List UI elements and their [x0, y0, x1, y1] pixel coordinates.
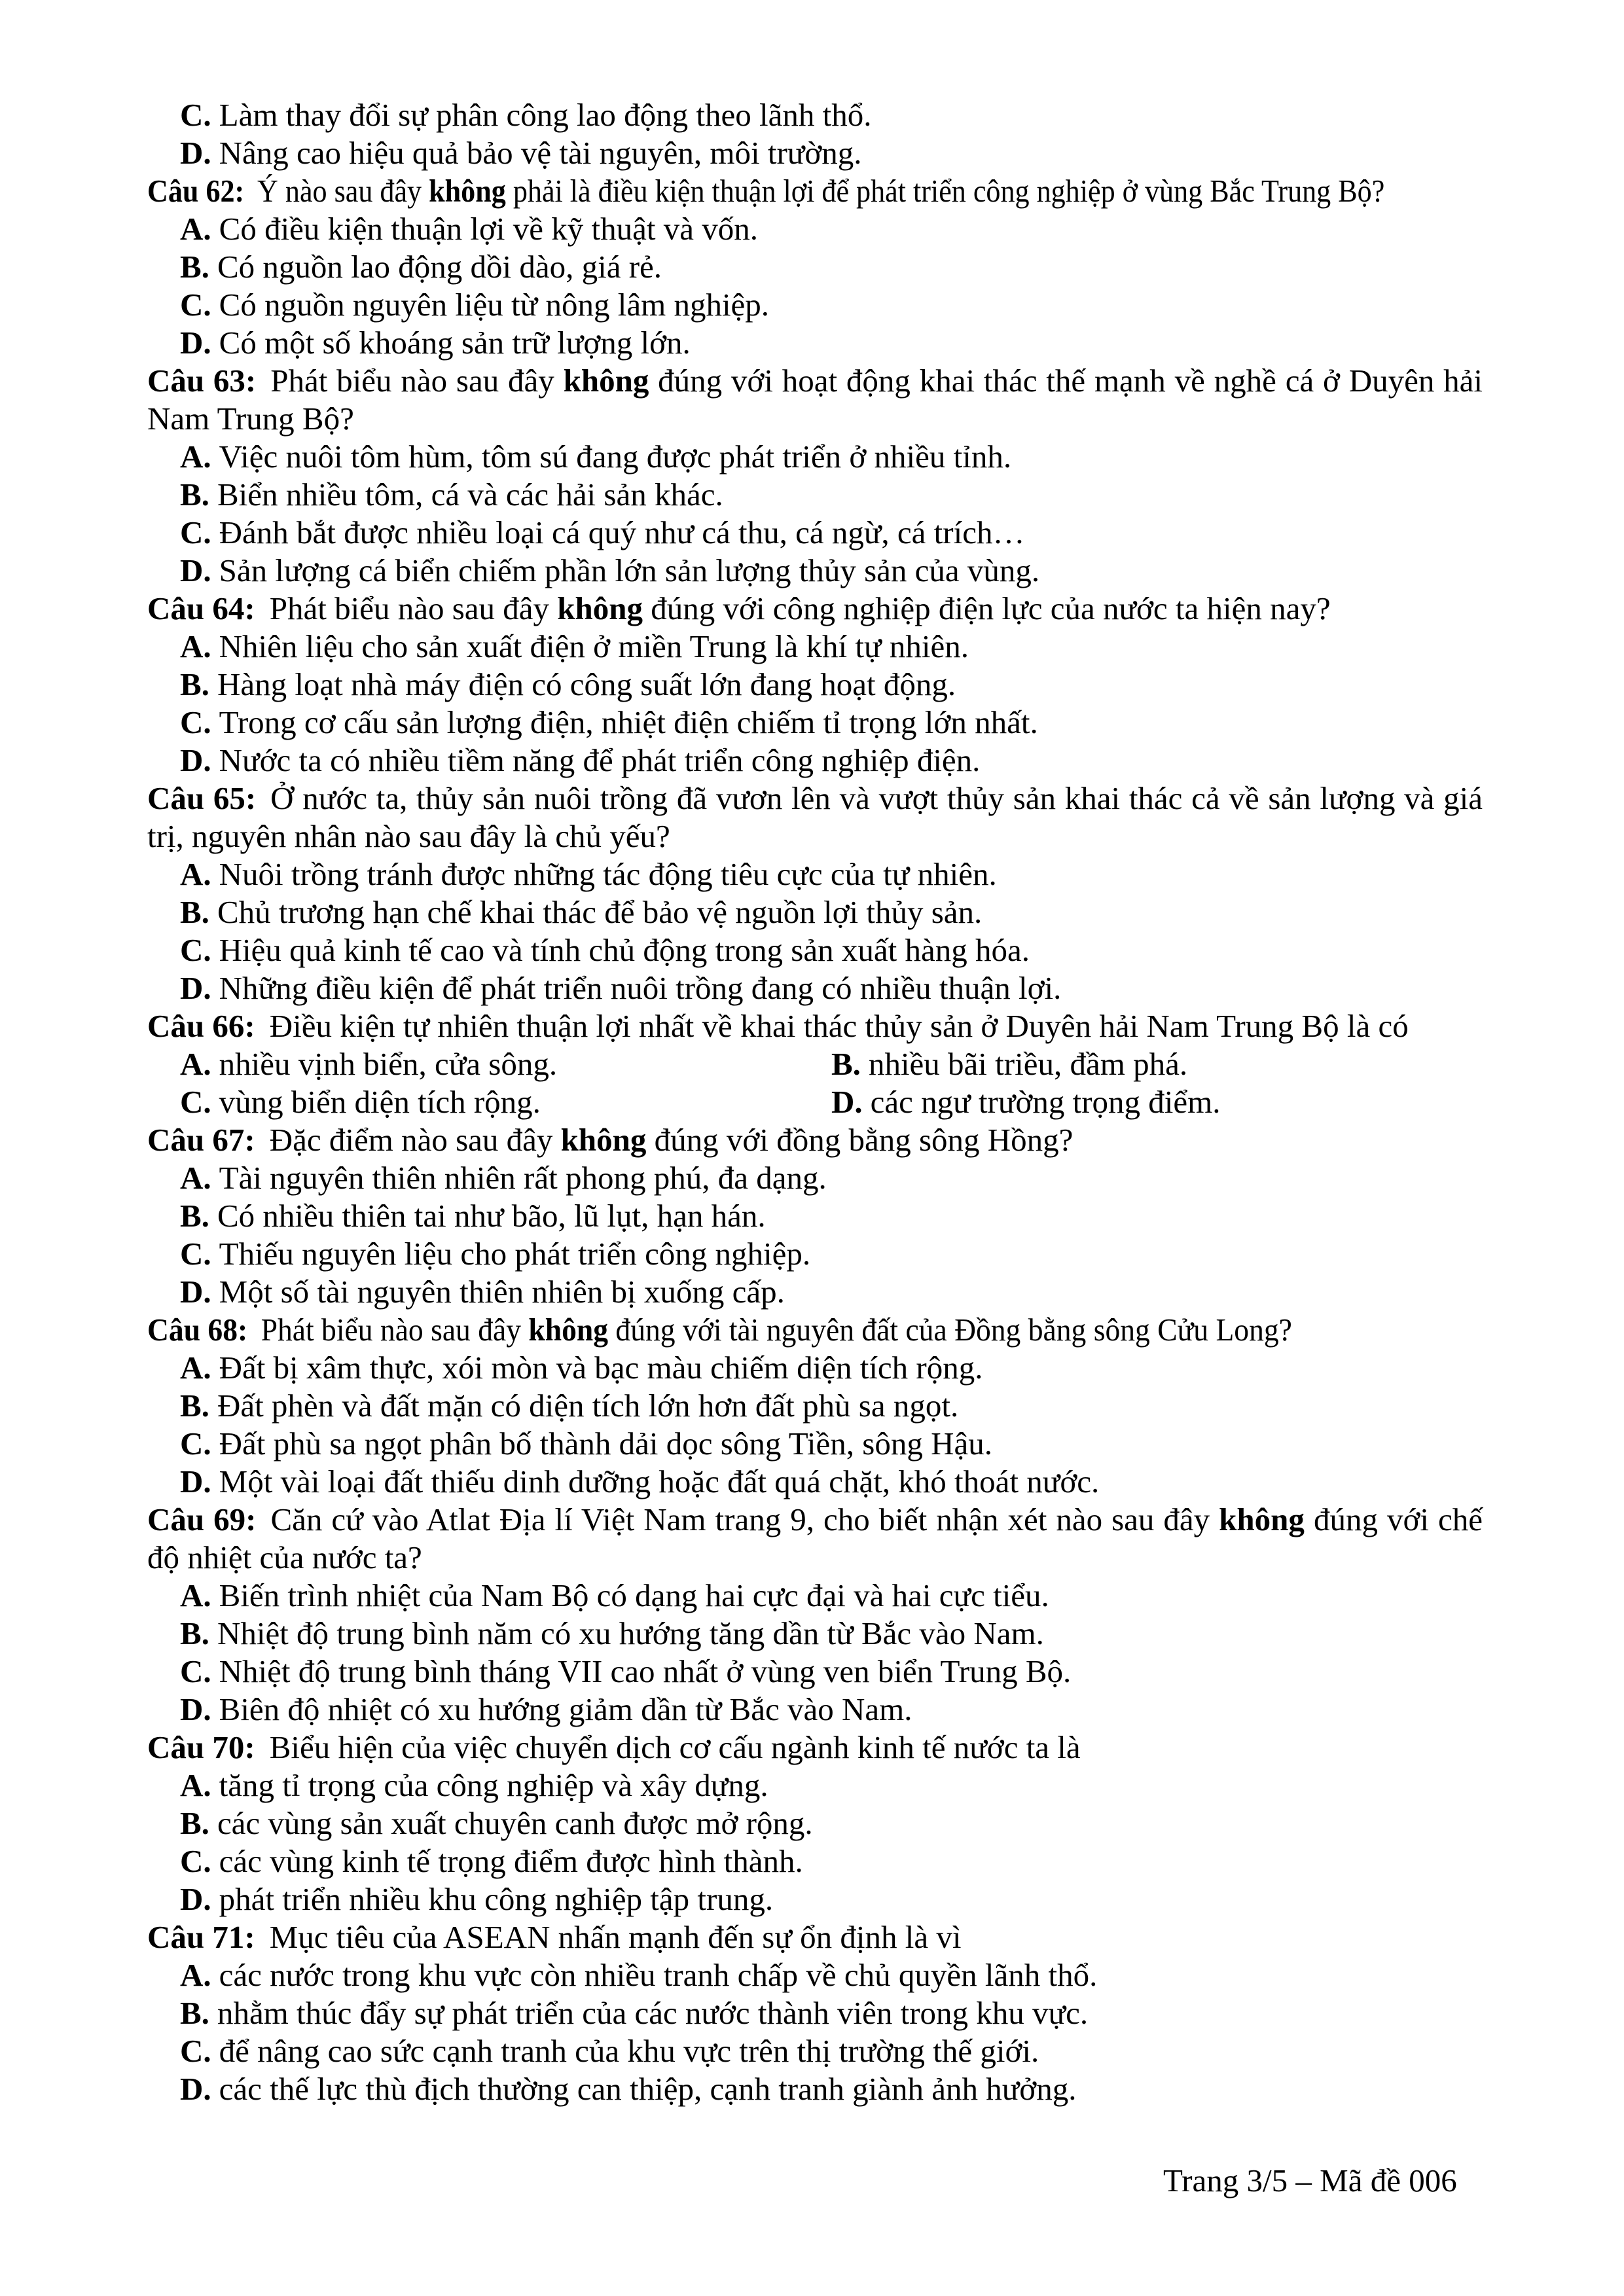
option-text: Nhiệt độ trung bình năm có xu hướng tăng dần từ Bắc vào Nam. [217, 1615, 1044, 1651]
question-number: Câu 64: [147, 590, 255, 626]
answer-option [147, 742, 1483, 780]
question-number: Câu 63: [147, 363, 257, 399]
option-text: Một số tài nguyên thiên nhiên bị xuống cấp. [219, 1274, 785, 1310]
condensed-stem [147, 1311, 1292, 1349]
question-stem [147, 590, 1483, 628]
option-text: các nước trong khu vực còn nhiều tranh chấp về chủ quyền lãnh thổ. [219, 1957, 1098, 1993]
option-text: Nâng cao hiệu quả bảo vệ tài nguyên, môi trường. [219, 135, 862, 171]
answer-option [147, 1577, 1483, 1615]
answer-option [147, 969, 1483, 1007]
stem-text: Mục tiêu của ASEAN nhấn mạnh đến sự ổn định là vì [269, 1919, 962, 1955]
option-letter: D. [180, 325, 211, 361]
option-letter: C. [180, 932, 211, 968]
option-letter: D. [180, 552, 211, 588]
question-number: Câu 66: [147, 1008, 255, 1044]
stem-text: phải là điều kiện thuận lợi để phát triển công nghiệp ở vùng Bắc Trung Bộ? [505, 173, 1385, 209]
stem-text: Phát biểu nào sau đây [270, 363, 564, 399]
stem-text: Căn cứ vào Atlat Địa lí Việt Nam trang 9, cho biết nhận xét nào sau đây [270, 1501, 1219, 1537]
answer-option [180, 1045, 831, 1083]
answer-option [147, 1880, 1483, 1918]
option-letter: D. [180, 1274, 211, 1310]
option-letter: C. [180, 97, 211, 133]
option-text: Hiệu quả kinh tế cao và tính chủ động trong sản xuất hàng hóa. [219, 932, 1030, 968]
option-text: Những điều kiện để phát triển nuôi trồng đang có nhiều thuận lợi. [219, 970, 1062, 1006]
stem-emphasis: không [429, 173, 506, 209]
answer-option [147, 1197, 1483, 1235]
option-text: Nhiệt độ trung bình tháng VII cao nhất ở vùng ven biển Trung Bộ. [219, 1653, 1072, 1689]
question-number: Câu 65: [147, 780, 257, 816]
option-letter: A. [180, 439, 211, 475]
option-text: Có nguồn lao động dồi dào, giá rẻ. [217, 249, 662, 285]
answer-option [147, 855, 1483, 893]
option-letter: B. [831, 1046, 861, 1082]
question-number: Câu 71: [147, 1919, 255, 1955]
stem-emphasis: không [560, 1122, 647, 1158]
stem-text: đúng với công nghiệp điện lực của nước ta hiện nay? [643, 590, 1331, 626]
question-stem [147, 1007, 1483, 1045]
option-letter: A. [180, 1767, 211, 1803]
condensed-stem [147, 172, 1384, 210]
stem-emphasis: không [563, 363, 649, 399]
option-letter: D. [180, 742, 211, 778]
option-text: Việc nuôi tôm hùm, tôm sú đang được phát triển ở nhiều tỉnh. [219, 439, 1012, 475]
stem-emphasis: không [528, 1312, 609, 1348]
option-text: Biên độ nhiệt có xu hướng giảm dần từ Bắc vào Nam. [219, 1691, 912, 1727]
option-letter: C. [180, 287, 211, 323]
question-stem [147, 1121, 1483, 1159]
option-letter: C. [180, 1843, 211, 1879]
answer-option [147, 248, 1483, 286]
question-stem [147, 1311, 1483, 1349]
stem-text: Phát biểu nào sau đây [269, 590, 558, 626]
option-text: phát triển nhiều khu công nghiệp tập trung. [219, 1881, 774, 1917]
stem-text: đúng với hoạt động khai thác thế mạnh về nghề cá ở Duyên hải Nam Trung Bộ? [147, 363, 1483, 437]
answer-option [147, 2032, 1483, 2070]
question-number: Câu 62: [147, 173, 245, 209]
option-letter: B. [180, 1388, 209, 1424]
option-text: Một vài loại đất thiếu dinh dưỡng hoặc đất quá chặt, khó thoát nước. [219, 1463, 1100, 1499]
answer-option [147, 1387, 1483, 1425]
exam-page-content [147, 96, 1483, 2108]
option-text: Trong cơ cấu sản lượng điện, nhiệt điện chiếm tỉ trọng lớn nhất. [219, 704, 1038, 740]
answer-option [831, 1045, 1483, 1083]
option-letter: A. [180, 1046, 211, 1082]
option-text: Biến trình nhiệt của Nam Bộ có dạng hai cực đại và hai cực tiểu. [219, 1577, 1049, 1613]
answer-option [147, 1994, 1483, 2032]
option-text: Nuôi trồng tránh được những tác động tiêu cực của tự nhiên. [219, 856, 997, 892]
option-letter: C. [180, 1653, 211, 1689]
option-letter: B. [180, 894, 209, 930]
answer-option [147, 666, 1483, 704]
answer-option [147, 1463, 1483, 1501]
option-letter: C. [180, 514, 211, 550]
answer-option [147, 514, 1483, 552]
option-letter: C. [180, 1084, 211, 1120]
answer-option [147, 1653, 1483, 1691]
option-text: để nâng cao sức cạnh tranh của khu vực trên thị trường thế giới. [219, 2033, 1039, 2069]
option-letter: B. [180, 1995, 209, 2031]
question-number: Câu 68: [147, 1312, 248, 1348]
answer-option [147, 1804, 1483, 1842]
option-letter: D. [180, 970, 211, 1006]
option-letter: C. [180, 704, 211, 740]
answer-option [147, 1159, 1483, 1197]
answer-option [147, 1235, 1483, 1273]
question-stem [147, 362, 1483, 438]
option-text: các thế lực thù địch thường can thiệp, cạnh tranh giành ảnh hưởng. [219, 2071, 1077, 2107]
answer-option [147, 1615, 1483, 1653]
answer-option [147, 2070, 1483, 2108]
stem-emphasis: không [1219, 1501, 1305, 1537]
question-stem [147, 780, 1483, 855]
question-number: Câu 70: [147, 1729, 255, 1765]
answer-option [147, 210, 1483, 248]
answer-option [147, 476, 1483, 514]
option-text: Nước ta có nhiều tiềm năng để phát triển công nghiệp điện. [219, 742, 981, 778]
option-letter: D. [831, 1084, 863, 1120]
stem-text: Ý nào sau đây [257, 173, 429, 209]
answer-option [147, 134, 1483, 172]
option-letter: A. [180, 211, 211, 247]
option-letter: A. [180, 1957, 211, 1993]
option-text: nhiều bãi triều, đầm phá. [868, 1046, 1188, 1082]
option-text: Chủ trương hạn chế khai thác để bảo vệ nguồn lợi thủy sản. [217, 894, 983, 930]
option-text: Đất bị xâm thực, xói mòn và bạc màu chiếm diện tích rộng. [219, 1350, 983, 1386]
question-stem [147, 172, 1483, 210]
answer-option [147, 893, 1483, 931]
stem-text: đúng với tài nguyên đất của Đồng bằng sông Cửu Long? [608, 1312, 1292, 1348]
option-letter: D. [180, 2071, 211, 2107]
page-footer: Trang 3/5 – Mã đề 006 [1163, 2162, 1457, 2198]
option-text: các ngư trường trọng điểm. [870, 1084, 1221, 1120]
option-letter: A. [180, 856, 211, 892]
answer-option [147, 1349, 1483, 1387]
question-stem [147, 1729, 1483, 1767]
option-text: nhằm thúc đẩy sự phát triển của các nước thành viên trong khu vực. [217, 1995, 1089, 2031]
stem-emphasis: không [557, 590, 643, 626]
option-text: các vùng sản xuất chuyên canh được mở rộng. [217, 1805, 813, 1841]
option-text: Có nguồn nguyên liệu từ nông lâm nghiệp. [219, 287, 770, 323]
option-letter: A. [180, 628, 211, 664]
answer-option [147, 1956, 1483, 1994]
option-text: Đất phù sa ngọt phân bố thành dải dọc sông Tiền, sông Hậu. [219, 1426, 992, 1462]
answer-option [147, 324, 1483, 362]
answer-option [147, 438, 1483, 476]
question-stem [147, 1501, 1483, 1577]
answer-option [831, 1083, 1483, 1121]
option-letter: C. [180, 1236, 211, 1272]
answer-option [147, 552, 1483, 590]
answer-option [147, 1273, 1483, 1311]
option-text: Đánh bắt được nhiều loại cá quý như cá thu, cá ngừ, cá trích… [219, 514, 1025, 550]
option-letter: C. [180, 2033, 211, 2069]
option-letter: B. [180, 249, 209, 285]
option-letter: D. [180, 1881, 211, 1917]
answer-option [147, 1691, 1483, 1729]
option-text: Hàng loạt nhà máy điện có công suất lớn đang hoạt động. [217, 666, 956, 702]
stem-text: Phát biểu nào sau đây [261, 1312, 529, 1348]
option-text: Thiếu nguyên liệu cho phát triển công nghiệp. [219, 1236, 811, 1272]
option-text: Biển nhiều tôm, cá và các hải sản khác. [217, 476, 723, 512]
answer-option [147, 286, 1483, 324]
option-text: Tài nguyên thiên nhiên rất phong phú, đa dạng. [219, 1160, 827, 1196]
stem-text: Biểu hiện của việc chuyển dịch cơ cấu ngành kinh tế nước ta là [269, 1729, 1081, 1765]
answer-option [147, 1425, 1483, 1463]
answer-option [147, 1842, 1483, 1880]
question-number: Câu 67: [147, 1122, 255, 1158]
option-text: Sản lượng cá biển chiếm phần lớn sản lượng thủy sản của vùng. [219, 552, 1040, 588]
question-number: Câu 69: [147, 1501, 257, 1537]
option-text: tăng tỉ trọng của công nghiệp và xây dựng. [219, 1767, 768, 1803]
option-text: vùng biển diện tích rộng. [219, 1084, 541, 1120]
question-stem [147, 1918, 1483, 1956]
stem-text: Điều kiện tự nhiên thuận lợi nhất về khai thác thủy sản ở Duyên hải Nam Trung Bộ là có [269, 1008, 1409, 1044]
option-letter: D. [180, 1463, 211, 1499]
option-text: Có điều kiện thuận lợi về kỹ thuật và vốn. [219, 211, 759, 247]
option-letter: D. [180, 135, 211, 171]
option-text: Nhiên liệu cho sản xuất điện ở miền Trung là khí tự nhiên. [219, 628, 969, 664]
stem-text: Đặc điểm nào sau đây [269, 1122, 561, 1158]
stem-text: đúng với chế độ nhiệt của nước ta? [147, 1501, 1483, 1575]
option-text: Có một số khoáng sản trữ lượng lớn. [219, 325, 691, 361]
answer-option [180, 1083, 831, 1121]
option-letter: B. [180, 1615, 209, 1651]
option-letter: D. [180, 1691, 211, 1727]
option-text: các vùng kinh tế trọng điểm được hình thành. [219, 1843, 803, 1879]
option-text: nhiều vịnh biển, cửa sông. [219, 1046, 558, 1082]
answer-option [147, 628, 1483, 666]
option-letter: B. [180, 476, 209, 512]
option-letter: A. [180, 1160, 211, 1196]
answer-row [147, 1045, 1483, 1083]
answer-option [147, 931, 1483, 969]
option-letter: B. [180, 1805, 209, 1841]
answer-option [147, 1767, 1483, 1804]
answer-option [147, 704, 1483, 742]
option-letter: C. [180, 1426, 211, 1462]
option-letter: B. [180, 666, 209, 702]
stem-text: Ở nước ta, thủy sản nuôi trồng đã vươn lên và vượt thủy sản khai thác cả về sản lượng và giá trị, nguyên nhân nào sau đây là chủ yếu? [147, 780, 1483, 854]
answer-row [147, 1083, 1483, 1121]
option-letter: A. [180, 1350, 211, 1386]
option-text: Có nhiều thiên tai như bão, lũ lụt, hạn hán. [217, 1198, 766, 1234]
option-text: Đất phèn và đất mặn có diện tích lớn hơn đất phù sa ngọt. [217, 1388, 959, 1424]
option-letter: A. [180, 1577, 211, 1613]
answer-option [147, 96, 1483, 134]
option-letter: B. [180, 1198, 209, 1234]
option-text: Làm thay đổi sự phân công lao động theo lãnh thổ. [219, 97, 872, 133]
stem-text: đúng với đồng bằng sông Hồng? [646, 1122, 1074, 1158]
